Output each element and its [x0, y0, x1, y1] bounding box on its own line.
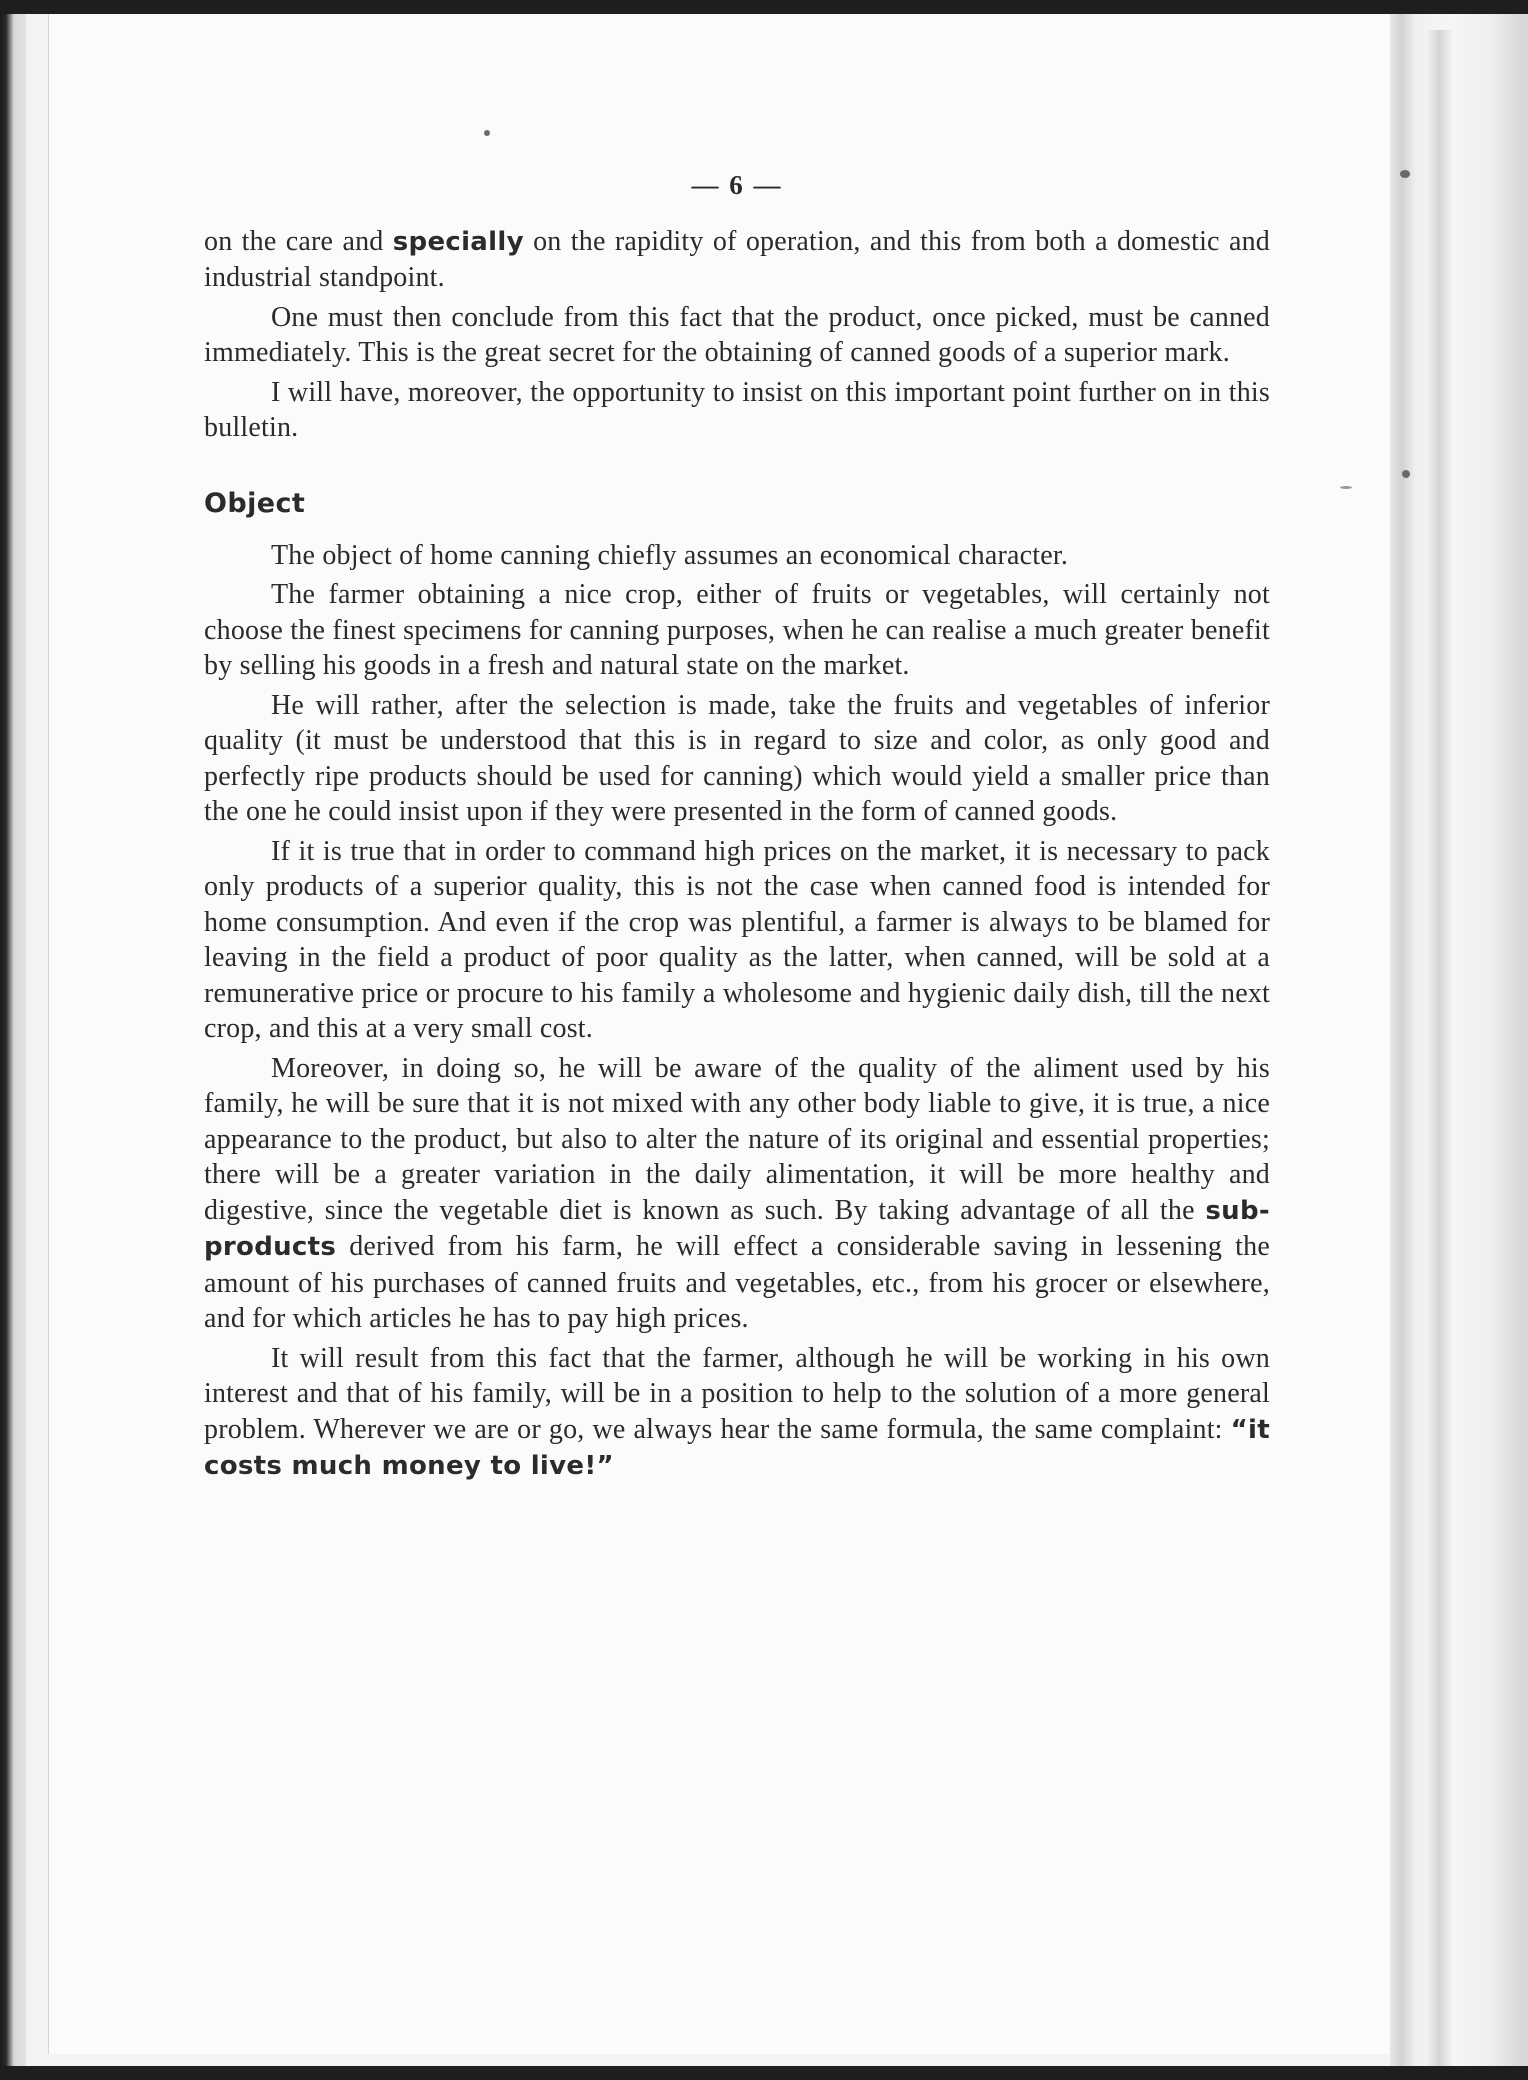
intro-paragraph-3: I will have, moreover, the opportunity to insist on this important point further on in this bulletin. [204, 376, 1270, 443]
dust-speck [1340, 486, 1352, 489]
emphasis-sub-products: sub-products [204, 1195, 1270, 1262]
emphasis-quote: “it costs much money to live!” [204, 1414, 1270, 1481]
object-paragraph-1: The object of home canning chiefly assumes an economical character. [271, 539, 1069, 571]
dust-speck [1402, 470, 1410, 478]
page-text-block [204, 168, 1270, 1485]
page-fold-shadow [1426, 30, 1452, 2080]
scan-top-border [0, 0, 1528, 14]
section-heading-object: Object [204, 487, 306, 519]
intro-paragraph-1: on the care and specially on the rapidity of operation, and this from both a domestic and industrial standpoint. [204, 225, 1270, 293]
object-paragraph-2: The farmer obtaining a nice crop, either of fruits or vegetables, will certainly not choose the finest specimens for canning purposes, when he can realise a much greater benefit by selling his goods in a fresh and natural state on the market. [204, 579, 1270, 681]
intro-paragraph-2: One must then conclude from this fact that the product, once picked, must be canned immediately. This is the great secret for the obtaining of canned goods of a superior mark. [204, 301, 1270, 368]
page-right-edge [1390, 0, 1528, 2080]
object-paragraph-6: It will result from this fact that the farmer, although he will be working in his own interest and that of his family, will be in a position to help to the solution of a more general problem. Wherever we are or go, we always hear the same formula, the same complaint: “it costs much money to live!” [204, 1342, 1270, 1481]
object-paragraph-5: Moreover, in doing so, he will be aware of the quality of the aliment used by his family, he will be sure that it is not mixed with any other body liable to give, it is true, a nice appearance to the product, but also to alter the nature of its original and essential properties; there will be a greater variation in the daily alimentation, it will be more healthy and digestive, since the vegetable diet is known as such. By taking advantage of all the sub-products derived from his farm, he will effect a considerable saving in lessening the amount of his purchases of canned fruits and vegetables, etc., from his grocer or elsewhere, and for which articles he has to pay high prices. [204, 1052, 1270, 1334]
dust-speck [1400, 170, 1410, 178]
emphasis-specially: specially [392, 226, 524, 257]
object-paragraph-4: If it is true that in order to command high prices on the market, it is necessary to pack only products of a superior quality, this is not the case when canned food is intended for home consumption. And even if the crop was plentiful, a farmer is always to be blamed for leaving in the field a product of poor quality as the latter, when canned, will be sold at a remunerative price or procure to his family a wholesome and hygienic daily dish, till the next crop, and this at a very small cost. [204, 835, 1270, 1044]
dust-speck [484, 130, 490, 136]
page-number: — 6 — [691, 170, 783, 200]
scan-bottom-border [0, 2066, 1528, 2080]
object-paragraph-3: He will rather, after the selection is made, take the fruits and vegetables of inferior quality (it must be understood that this is in regard to size and color, as only good and perfectly ripe products should be used for canning) which would yield a smaller price than the one he could insist upon if they were presented in the form of canned goods. [204, 689, 1270, 827]
